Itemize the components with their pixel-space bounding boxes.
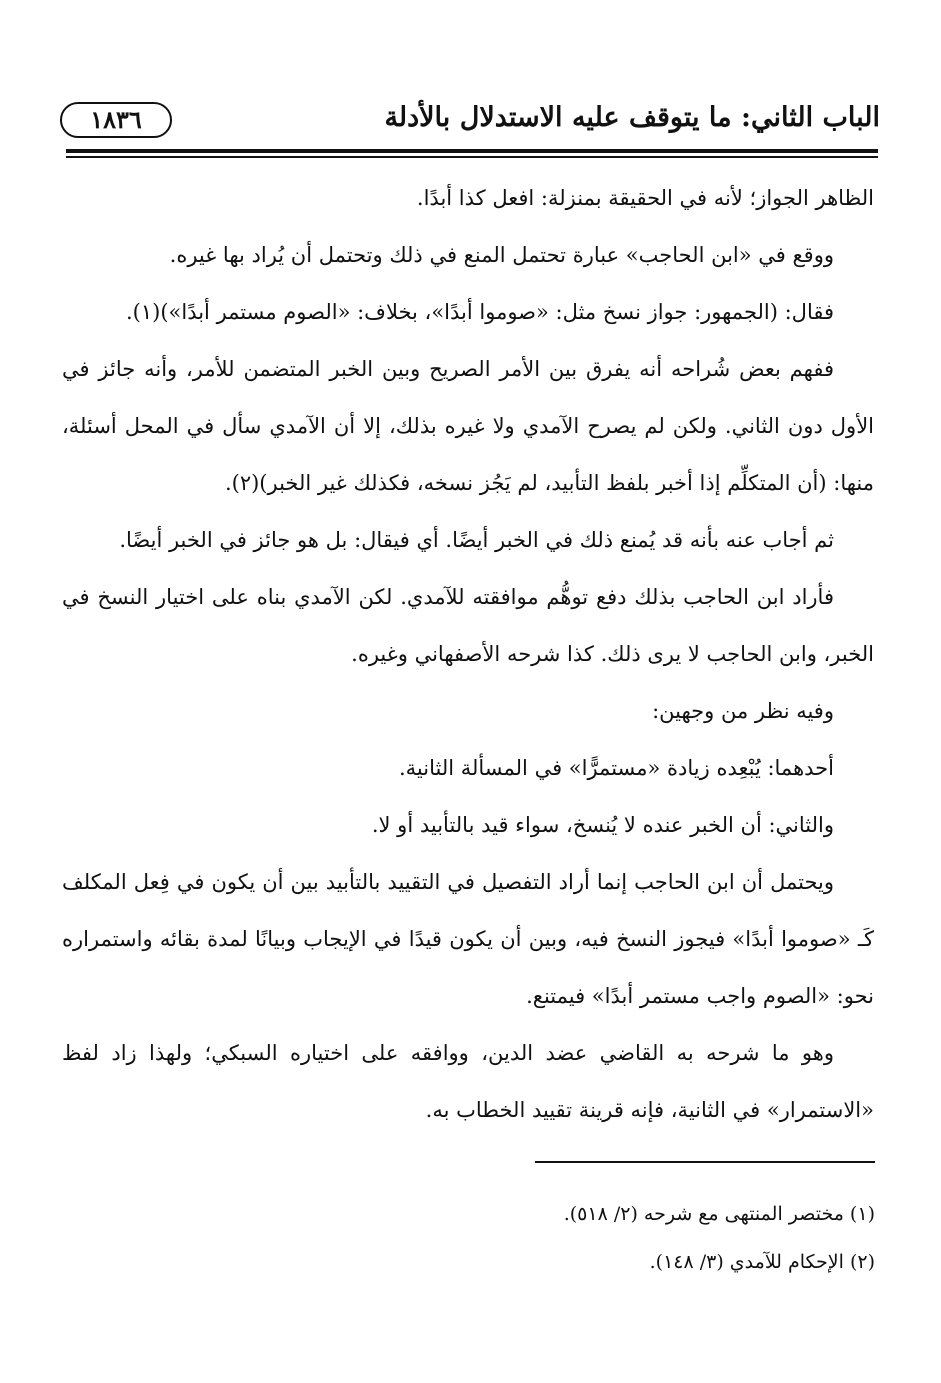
body-text [62, 170, 874, 1139]
footnote-separator [535, 1161, 875, 1163]
header-rule-thin [66, 156, 878, 158]
paragraph: ووقع في «ابن الحاجب» عبارة تحتمل المنع في ذلك وتحتمل أن يُراد بها غيره. [169, 243, 834, 267]
footnote: (٢) الإحكام للآمدي (٣/ ١٤٨). [649, 1251, 875, 1273]
paragraph: ففهم بعض شُراحه أنه يفرق بين الأمر الصريح وبين الخبر المتضمن للأمر، وأنه جائز في الأول دون الثاني. ولكن لم يصرح الآمدي ولا غيره بذلك، إلا أن الآمدي سأل في المحل أسئلة، منها: (أن المتكلِّم إذا أخبر بلفظ التأبيد، لم يَجُز نسخه، فكذلك غير الخبر)(٢). [62, 357, 874, 495]
paragraph: فقال: (الجمهور: جواز نسخ مثل: «صوموا أبدًا»، بخلاف: «الصوم مستمر أبدًا»)(١). [125, 300, 834, 324]
paragraph: وهو ما شرحه به القاضي عضد الدين، ووافقه على اختياره السبكي؛ ولهذا زاد لفظ «الاستمرار» في الثانية، فإنه قرينة تقييد الخطاب به. [62, 1041, 874, 1122]
footnote: (١) مختصر المنتهى مع شرحه (٢/ ٥١٨). [563, 1203, 875, 1225]
footnotes [175, 1190, 875, 1286]
paragraph: فأراد ابن الحاجب بذلك دفع توهُّم موافقته للآمدي. لكن الآمدي بناه على اختيار النسخ في الخبر، وابن الحاجب لا يرى ذلك. كذا شرحه الأصفهاني وغيره. [62, 585, 874, 666]
paragraph: أحدهما: يُبْعِده زيادة «مستمرًّا» في المسألة الثانية. [398, 756, 834, 780]
paragraph: الظاهر الجواز؛ لأنه في الحقيقة بمنزلة: افعل كذا أبدًا. [416, 186, 874, 210]
page-number: ١٨٣٦ [60, 102, 172, 138]
chapter-title: الباب الثاني: ما يتوقف عليه الاستدلال بالأدلة [384, 102, 880, 133]
paragraph: وفيه نظر من وجهين: [652, 699, 834, 723]
page-header [60, 96, 880, 144]
paragraph: والثاني: أن الخبر عنده لا يُنسخ، سواء قيد بالتأبيد أو لا. [371, 813, 834, 837]
paragraph: ثم أجاب عنه بأنه قد يُمنع ذلك في الخبر أيضًا. أي فيقال: بل هو جائز في الخبر أيضًا. [119, 528, 834, 552]
paragraph: ويحتمل أن ابن الحاجب إنما أراد التفصيل في التقييد بالتأبيد بين أن يكون في فِعل المكلف كَـ «صوموا أبدًا» فيجوز النسخ فيه، وبين أن يكون قيدًا في الإيجاب وبيانًا لمدة بقائه واستمراره نحو: «الصوم واجب مستمر أبدًا» فيمتنع. [62, 870, 874, 1008]
header-rule-thick [66, 149, 878, 153]
